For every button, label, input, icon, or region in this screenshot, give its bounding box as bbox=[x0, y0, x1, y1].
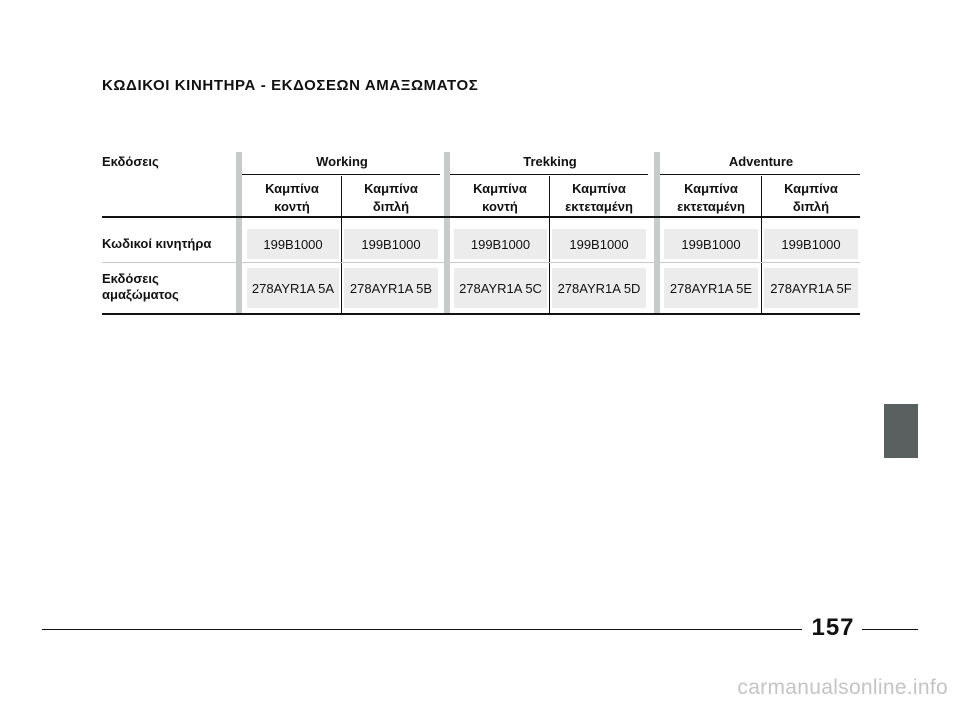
table-cell: 199B1000 bbox=[454, 229, 547, 259]
group-separator bbox=[236, 152, 242, 314]
group-header-working: Working bbox=[316, 154, 368, 169]
subheader-working-double: Καμπίνα διπλή bbox=[364, 181, 418, 214]
column-divider bbox=[761, 176, 762, 314]
subheader-working-short: Καμπίνα κοντή bbox=[265, 181, 319, 214]
footer-rule-left bbox=[42, 629, 802, 630]
table-cell: 278AYR1A 5C bbox=[454, 268, 547, 308]
group-underline bbox=[242, 174, 440, 175]
table-cell: 278AYR1A 5D bbox=[552, 268, 646, 308]
table-cell: 199B1000 bbox=[764, 229, 858, 259]
section-tab-marker bbox=[884, 404, 918, 458]
table-bottom-rule bbox=[102, 313, 860, 315]
subheader-trekking-extended: Καμπίνα εκτεταμένη bbox=[565, 181, 633, 214]
group-header-adventure: Adventure bbox=[728, 154, 794, 169]
subheader-trekking-short: Καμπίνα κοντή bbox=[473, 181, 527, 214]
group-underline bbox=[660, 174, 860, 175]
table-cell: 199B1000 bbox=[247, 229, 339, 259]
page-number: 157 bbox=[811, 614, 855, 641]
table-cell: 199B1000 bbox=[552, 229, 646, 259]
row-label-engine-codes: Κωδικοί κινητήρα bbox=[102, 236, 212, 251]
versions-header: Εκδόσεις bbox=[102, 154, 159, 169]
table-cell: 278AYR1A 5E bbox=[664, 268, 758, 308]
table-cell: 278AYR1A 5F bbox=[764, 268, 858, 308]
group-separator bbox=[444, 152, 450, 314]
table-cell: 278AYR1A 5A bbox=[247, 268, 339, 308]
table-cell: 199B1000 bbox=[664, 229, 758, 259]
group-header-trekking: Trekking bbox=[523, 154, 577, 169]
column-divider bbox=[341, 176, 342, 314]
footer-rule-right bbox=[862, 629, 918, 630]
group-underline bbox=[450, 174, 648, 175]
watermark-text: carmanualsonline.info bbox=[737, 676, 948, 699]
group-separator bbox=[654, 152, 660, 314]
header-rule bbox=[102, 216, 860, 218]
subheader-adventure-double: Καμπίνα διπλή bbox=[784, 181, 838, 214]
row-label-body-versions: Εκδόσεις αμαξώματος bbox=[102, 271, 179, 302]
table-cell: 199B1000 bbox=[344, 229, 438, 259]
page-title: ΚΩΔΙΚΟΙ ΚΙΝΗΤΗΡΑ - ΕΚΔΟΣΕΩΝ ΑΜΑΞΩΜΑΤΟΣ bbox=[102, 77, 479, 94]
row-divider bbox=[102, 262, 860, 263]
subheader-adventure-extended: Καμπίνα εκτεταμένη bbox=[677, 181, 745, 214]
column-divider bbox=[549, 176, 550, 314]
table-cell: 278AYR1A 5B bbox=[344, 268, 438, 308]
